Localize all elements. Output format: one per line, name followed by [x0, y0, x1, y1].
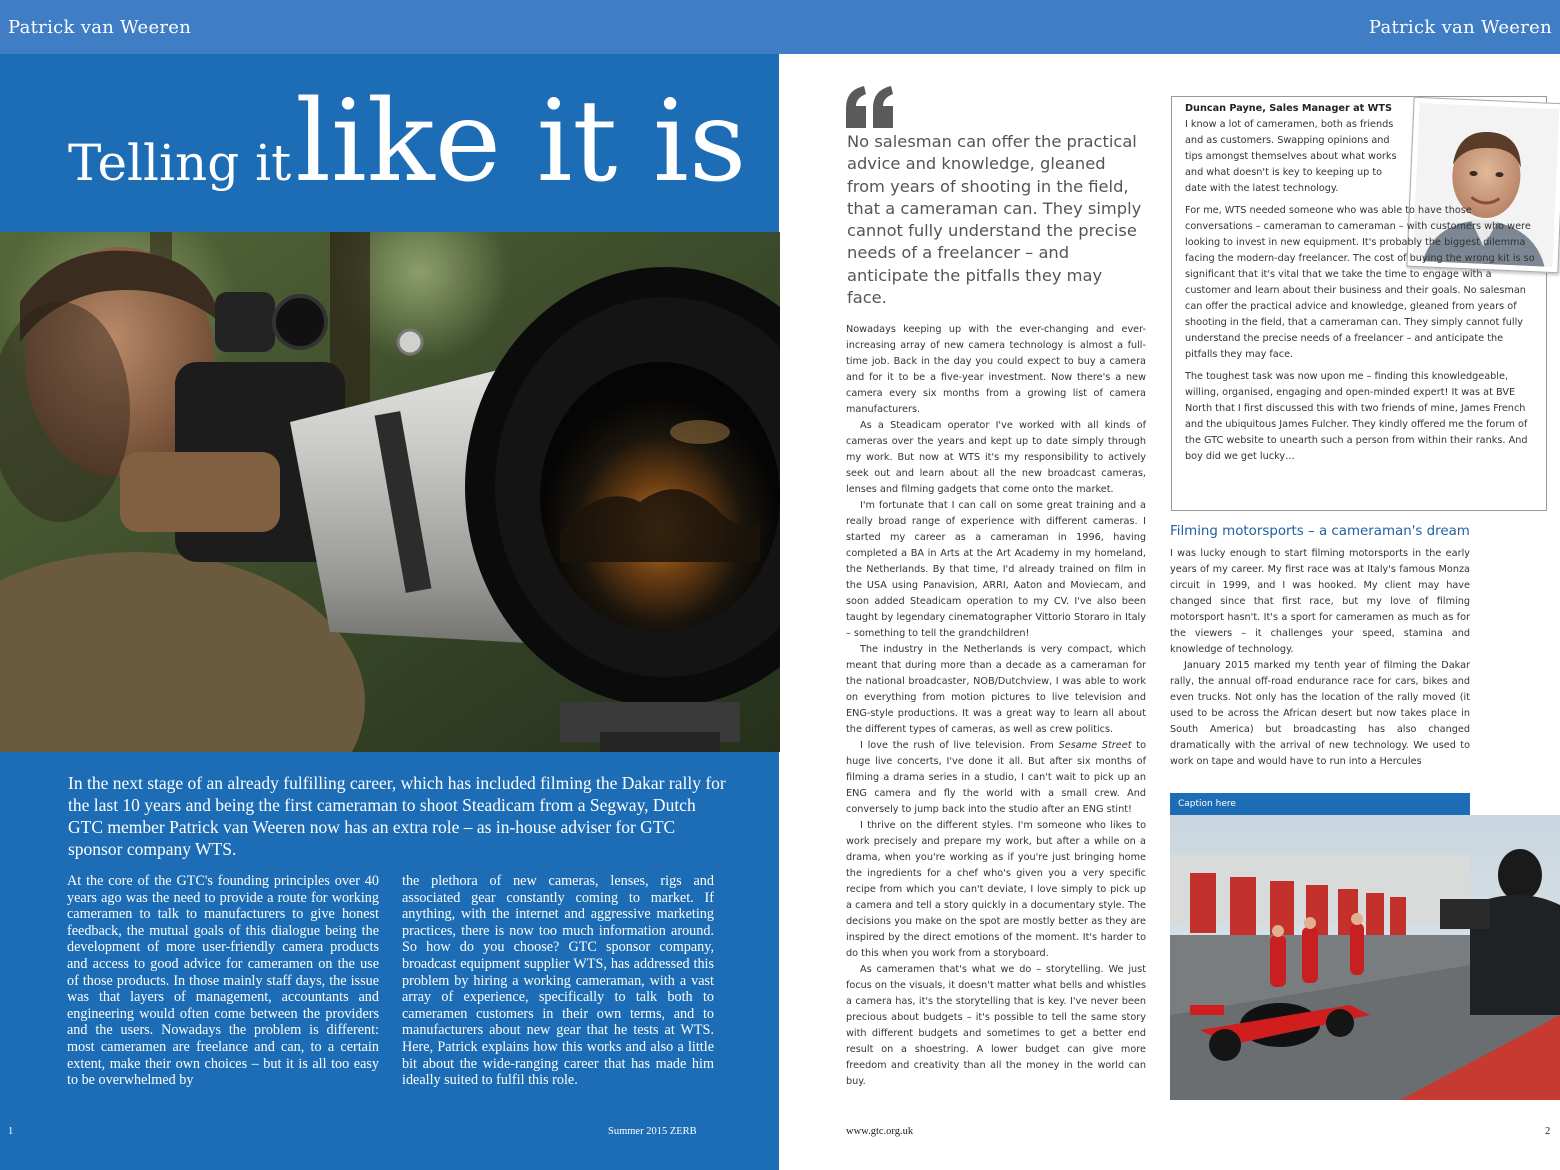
sesame-pre: I love the rush of live television. From — [860, 740, 1059, 751]
main-body-column — [846, 322, 1146, 1090]
sidebar-paragraph: I know a lot of cameramen, both as friends and as customers. Swapping opinions and tips amongst themselves about what works and what doesn't is key to keeping up to date with the latest technology. — [1185, 119, 1397, 194]
sidebar-text — [1185, 101, 1535, 471]
sidebar-paragraph — [1185, 203, 1535, 363]
running-header-name-left: Patrick van Weeren — [8, 17, 192, 38]
photo-caption: Caption here — [1170, 793, 1470, 815]
headline-small: Telling it — [68, 134, 292, 192]
sidebar-paragraph-1 — [1185, 101, 1535, 197]
page-number-left: 1 — [8, 1126, 14, 1137]
body-paragraph: As cameramen that's what we do – storytelling. We just focus on the visuals, it doesn't matter what bells and whistles a camera has, it's the storytelling that is key. I've never been precious about budgets – it's possible to tell the same story with different budgets and sometimes to get a better end result on a shoestring. A lower budget can give more freedom and creativity than all the money in the world can buy. — [846, 964, 1146, 1087]
section-heading-motorsports: Filming motorsports – a cameraman's dream — [1170, 524, 1470, 539]
body-paragraph: I'm fortunate that I can call on some great training and a really broad range of experience with different cameras. I started my career as a cameraman in 1996, having completed a BA in Arts at the Art Academy in my homeland, the Netherlands. By that time, I'd already trained on film in the USA using Panavision, ARRI, Aaton and Moviecam, and soon added Steadicam operation to my CV. I've also been taught by legendary cinematographer Vittorio Storaro in Italy – something to tell the grandchildren! — [846, 500, 1146, 639]
body-paragraph: I thrive on the different styles. I'm someone who likes to work precisely and prepare my work, but after a while on a drama, when you're working as if you're just bringing home the ingredients for a chef who's given you a very specific recipe from which you can't deviate, I love simply to pick up a camera and tell a story quickly in a documentary style. The decisions you make on the spot are mostly better as they are inspired by the direct emotions of the moment. It's harder to do this when you work from a storyboard. — [846, 820, 1146, 959]
page-number-right: 2 — [1545, 1126, 1551, 1137]
standfirst: In the next stage of an already fulfilling career, which has included filming the Dakar rally for the last 10 years and being the first cameraman to shoot Steadicam from a Segway, Dutch GTC member Patrick van Weeren now has an extra role – as in-house adviser for GTC sponsor company WTS. — [68, 773, 726, 859]
body-paragraph: I was lucky enough to start filming motorsports in the early years of my career. My first race was at Italy's famous Monza circuit in 1999, and I was hooked. My client may have changed since that first race, but my love of filming motorsport hasn't. It's a sport for cameramen as much as for the viewers – it challenges your speed, stamina and knowledge of technology. — [1170, 548, 1470, 655]
running-header — [0, 0, 1560, 54]
body-paragraph-sesame — [846, 738, 1146, 818]
sidebar-paragraph: The toughest task was now upon me – finding this knowledgeable, willing, organised, engaging and open-minded expert! It was at BVE North that I first discussed this with two friends of mine, James French and the ubiquitous James Fulcher. They kindly offered me the forum of the GTC website to unearth such a person from within their ranks. And boy did we get lucky… — [1185, 371, 1528, 462]
headline — [68, 77, 747, 207]
intro-column-2: the plethora of new cameras, lenses, rigs and associated gear constantly coming to market. If anything, with the internet and aggressive marketing practices, there is now too much information around. So how do you choose? GTC sponsor company, broadcast equipment supplier WTS, has addressed this problem by hiring a working cameraman, with a vast array of experience, specifically to talk both to cameramen customers in their own terms, and to manufacturers about new gear that he tests at WTS. Here, Patrick explains how this works and also a little bit about the wide-ranging career that has made him ideally suited to fulfil this role. — [402, 873, 714, 1089]
issue-label: Summer 2015 ZERB — [608, 1126, 697, 1137]
motorsports-body-column — [1170, 546, 1470, 770]
sesame-post: to huge live concerts, I've done it all. But after six months of filming a drama series in a studio, I can't wait to pick up an ENG camera and fly the world with a small crew. And conversely to jump back into the studio after an ENG stint! — [846, 740, 1147, 815]
sidebar-para2-text: For me, WTS needed someone who was able to have those conversations – cameraman to cameraman – with customers who were looking to invest in new equipment. It's probably the biggest dilemma facing the modern-day freelancer. The cost of buying the wrong kit is so significant that it's vital that we take the time to engage with a customer and learn about their business and their goals. No salesman can offer the practical advice and knowledge, gleaned from years of shooting in the field, that a cameraman can. They simply cannot fully understand the precise needs of a freelancer – and anticipate the pitfalls they may face. — [1185, 205, 1535, 360]
website-url: www.gtc.org.uk — [846, 1126, 914, 1137]
running-header-name-right: Patrick van Weeren — [1368, 17, 1552, 38]
pull-quote: No salesman can offer the practical advice and knowledge, gleaned from years of shooting in the field, that a cameraman can. They simply cannot fully understand the precise needs of a freelancer – and anticipate the pitfalls they may face. — [847, 132, 1142, 308]
body-paragraph: Nowadays keeping up with the ever-changing and ever-increasing array of new camera technology is almost a full-time job. Back in the day you could expect to buy a camera and for it to be a five-year investment. Now there's a new camera every six months from a growing list of camera manufacturers. — [846, 324, 1146, 415]
quote-mark-icon — [844, 86, 896, 130]
sesame-street-title: Sesame Street — [1058, 740, 1132, 751]
sidebar-title: Duncan Payne, Sales Manager at WTS — [1185, 103, 1392, 114]
body-paragraph: As a Steadicam operator I've worked with all kinds of cameras over the years and kept up to date simply through my work. But now at WTS it's my responsibility to actively seek out and learn about all the new broadcast cameras, lenses and filming gadgets that come onto the market. — [846, 420, 1146, 495]
hero-photo-cameraman-with-lens — [0, 232, 780, 752]
body-paragraph: The industry in the Netherlands is very compact, which meant that during more than a decade as a cameraman for the national broadcaster, NOB/Dutchview, I was able to work on everything from motion pictures to live television and ENG-style productions. It was a great way to learn all about the different types of cameras, as well as crew politics. — [846, 644, 1146, 735]
body-paragraph: January 2015 marked my tenth year of filming the Dakar rally, the annual off-road endurance race for cars, bikes and even trucks. Not only has the location of the rally moved (it used to be across the African desert but now takes place in South America) but broadcasting has also changed dramatically with the arrival of new technology. We used to work on tape and would have to run into a Hercules — [1170, 660, 1470, 767]
headline-big: like it is — [295, 77, 747, 207]
intro-column-1: At the core of the GTC's founding principles over 40 years ago was the need to provide a route for working cameramen to talk to manufacturers to give honest feedback, the mutual goals of this dialogue being the development of more user-friendly camera products and access to good advice for cameramen on the use of those products. In those mainly staff days, the issue was that layers of management, accountants and engineering would often come between the providers and the users. Nowadays the problem is different: most cameramen are freelance and can, to a certain extent, make their own choices – but it is all too easy to be overwhelmed by — [67, 873, 379, 1089]
race-photo-pit-lane — [1170, 815, 1560, 1100]
